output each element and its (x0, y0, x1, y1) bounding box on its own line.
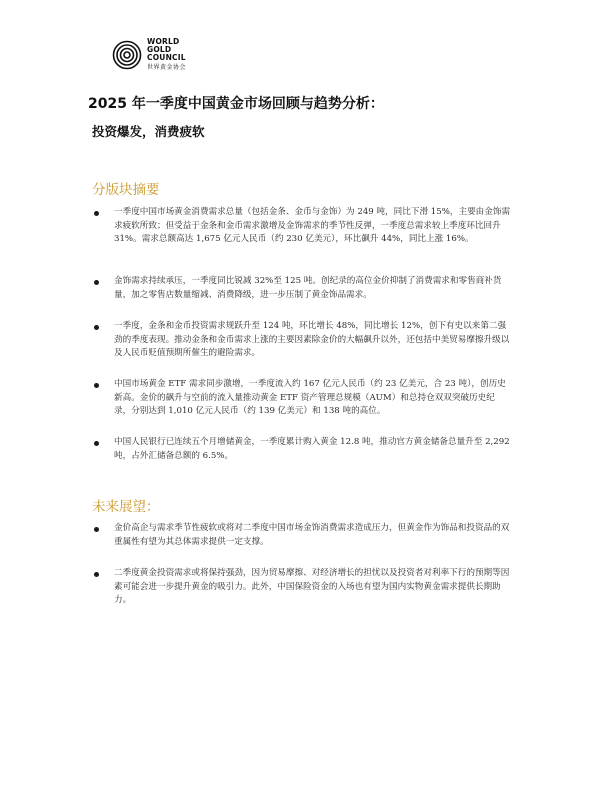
outlook-bullet: 金价高企与需求季节性疲软或将对二季度中国市场金饰消费需求造成压力，但黄金作为饰品和投资品的双重属性有望为其总体需求提供一定支撑。 (92, 522, 512, 550)
page-title: 2025 年一季度中国黄金市场回顾与趋势分析： (88, 96, 384, 112)
section-heading-summary: 分版块摘要 (92, 182, 160, 198)
summary-bullet: 金饰需求持续承压，一季度同比锐减 32%至 125 吨。创纪录的高位金价抑制了消费需求和零售商补货量，加之零售店数量缩减、消费降级，进一步压制了黄金饰品需求。 (92, 275, 512, 303)
summary-bullet: 一季度中国市场黄金消费需求总量（包括金条、金币与金饰）为 249 吨，同比下滑 15%，主要由金饰需求疲软所致；但受益于金条和金币需求激增及金饰需求的季节性反弹，一季度总需求较上季度环比回升 31%。需求总额高达 1,675 亿元人民币（约 230 亿美元），环比飙升 44%，同比上涨 16%。 (92, 206, 512, 260)
logo-line-3: COUNCIL (147, 53, 186, 62)
logo-wordmark (147, 38, 186, 72)
summary-bullet: 一季度，金条和金币投资需求规跃升至 124 吨，环比增长 48%，同比增长 12%，创下有史以来第二强劲的季度表现。推动金条和金币需求上涨的主要因素除金价的大幅飙升以外，还包括中美贸易摩擦升级以及人民币贬值预期所催生的避险需求。 (92, 320, 512, 361)
logo-line-1: WORLD (147, 37, 180, 46)
logo-rings-icon (112, 40, 142, 70)
summary-bullet: 中国人民银行已连续五个月增储黄金，一季度累计购入黄金 12.8 吨，推动官方黄金储备总量升至 2,292 吨，占外汇储备总额的 6.5%。 (92, 436, 512, 464)
page-subtitle: 投资爆发，消费疲软 (92, 124, 205, 139)
summary-bullet-list (92, 206, 512, 464)
world-gold-council-logo (112, 38, 186, 72)
section-heading-outlook: 未来展望： (92, 499, 160, 515)
summary-bullet: 中国市场黄金 ETF 需求同步激增，一季度流入约 167 亿元人民币（约 23 亿美元，合 23 吨），创历史新高。金价的飙升与空前的流入量推动黄金 ETF 资产管理总规模（AUM）和总持仓双双突破历史纪录，分别达到 1,010 亿元人民币（约 139 亿美元）和 138 吨的高位。 (92, 378, 512, 419)
logo-line-cn: 世界黄金协会 (147, 64, 187, 71)
outlook-bullet-list (92, 522, 512, 608)
outlook-bullet: 二季度黄金投资需求或将保持强劲，因为贸易摩擦、对经济增长的担忧以及投资者对利率下行的预期等因素可能会进一步提升黄金的吸引力。此外，中国保险资金的入场也有望为国内实物黄金需求提供长期助力。 (92, 567, 512, 608)
logo-line-2: GOLD (147, 45, 172, 54)
